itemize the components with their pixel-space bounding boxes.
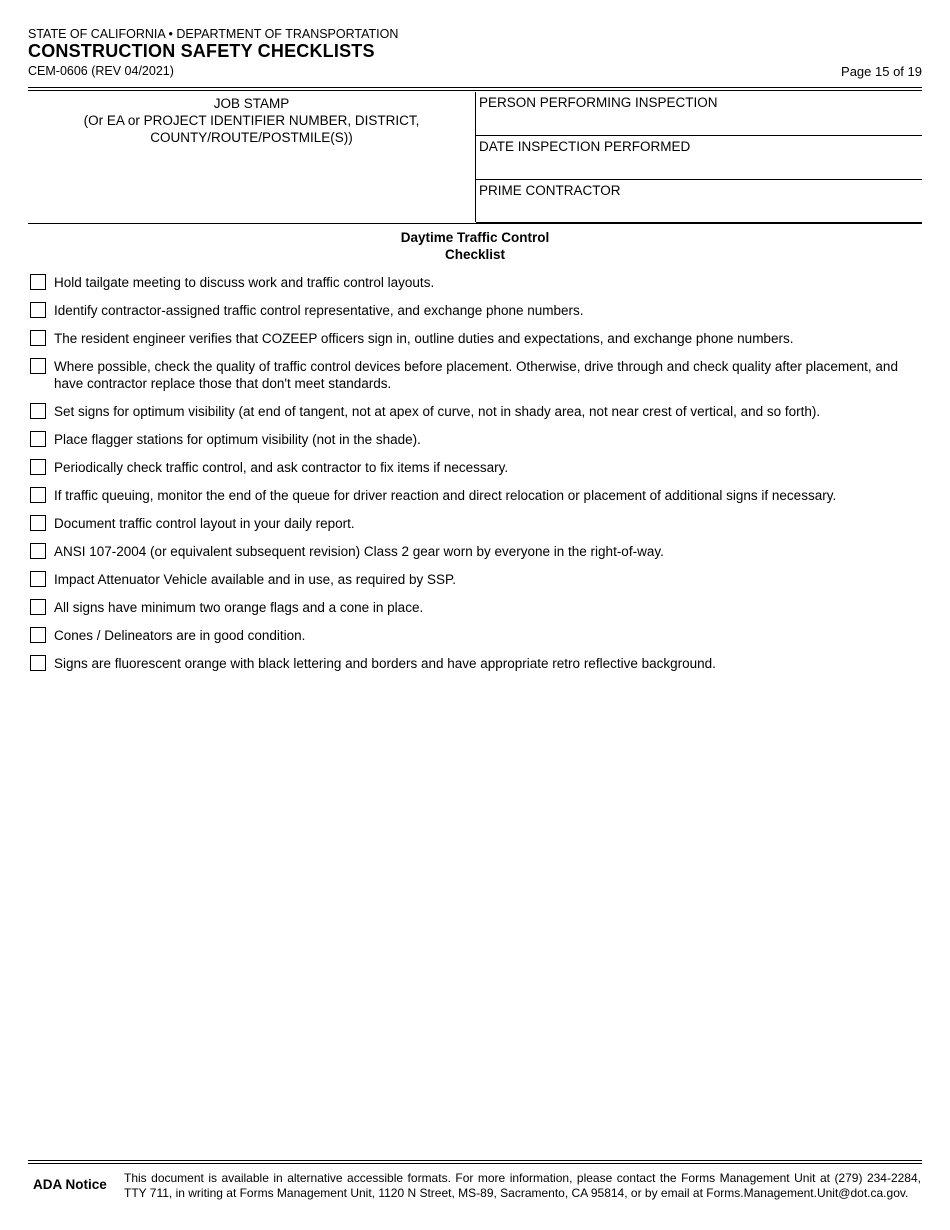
job-stamp-title: JOB STAMP <box>213 96 290 111</box>
section-title <box>0 229 950 263</box>
checkbox[interactable] <box>30 487 46 503</box>
checklist-item <box>28 274 922 291</box>
checklist-item-text: All signs have minimum two orange flags and a cone in place. <box>54 600 424 615</box>
checklist-item-text: Place flagger stations for optimum visibility (not in the shade). <box>54 432 421 447</box>
checklist-item-text: If traffic queuing, monitor the end of the queue for driver reaction and direct relocation or placement of additional signs if necessary. <box>54 488 837 503</box>
section-title-line-2: Checklist <box>444 247 506 262</box>
checkbox[interactable] <box>30 302 46 318</box>
checklist-item <box>28 599 922 616</box>
checklist-item-text: Identify contractor-assigned traffic control representative, and exchange phone numbers. <box>54 303 584 318</box>
checkbox[interactable] <box>30 655 46 671</box>
checkbox[interactable] <box>30 571 46 587</box>
checklist-item <box>28 543 922 560</box>
inspector-field-label: PERSON PERFORMING INSPECTION <box>479 95 718 110</box>
checklist-item-text: Hold tailgate meeting to discuss work and traffic control layouts. <box>54 275 435 290</box>
checklist-item <box>28 431 922 448</box>
ada-notice-label: ADA Notice <box>33 1177 107 1192</box>
checkbox[interactable] <box>30 515 46 531</box>
checklist <box>28 274 922 683</box>
checklist-item-text: Set signs for optimum visibility (at end of tangent, not at apex of curve, not in shady area, not near crest of vertical, and so forth). <box>54 404 821 419</box>
checklist-item-text: Impact Attenuator Vehicle available and in use, as required by SSP. <box>54 572 457 587</box>
checklist-item-text: Cones / Delineators are in good condition. <box>54 628 306 643</box>
footer-rule <box>28 1160 922 1161</box>
checkbox[interactable] <box>30 459 46 475</box>
checkbox[interactable] <box>30 274 46 290</box>
checkbox[interactable] <box>30 627 46 643</box>
prime-contractor-field-label: PRIME CONTRACTOR <box>479 183 621 198</box>
checkbox[interactable] <box>30 431 46 447</box>
checklist-item <box>28 627 922 644</box>
checklist-item <box>28 358 922 392</box>
agency-line: STATE OF CALIFORNIA • DEPARTMENT OF TRANSPORTATION <box>28 27 399 41</box>
header-rule <box>28 87 922 88</box>
checklist-item <box>28 330 922 347</box>
checkbox[interactable] <box>30 330 46 346</box>
footer-rule-thick <box>28 1163 922 1164</box>
checklist-item-text: ANSI 107-2004 (or equivalent subsequent revision) Class 2 gear worn by everyone in the right-of-way. <box>54 544 664 559</box>
checkbox[interactable] <box>30 358 46 374</box>
checkbox[interactable] <box>30 543 46 559</box>
checklist-item <box>28 487 922 504</box>
page-number: Page 15 of 19 <box>841 64 922 79</box>
checklist-item <box>28 459 922 476</box>
checkbox[interactable] <box>30 599 46 615</box>
header-rule-thick <box>28 90 922 91</box>
checklist-item <box>28 403 922 420</box>
checklist-item-text: Where possible, check the quality of traffic control devices before placement. Otherwise, drive through and check quality after placement, and have contractor replace those that don't meet standards. <box>54 359 898 391</box>
checklist-item <box>28 655 922 672</box>
checklist-item <box>28 571 922 588</box>
job-stamp-box[interactable] <box>28 92 476 222</box>
checkbox[interactable] <box>30 403 46 419</box>
checklist-item-text: Periodically check traffic control, and ask contractor to fix items if necessary. <box>54 460 509 475</box>
checklist-item-text: The resident engineer verifies that COZEEP officers sign in, outline duties and expectations, and exchange phone numbers. <box>54 331 794 346</box>
job-stamp-subtitle-2: COUNTY/ROUTE/POSTMILE(S)) <box>150 130 353 145</box>
section-rule <box>28 223 922 224</box>
section-title-line-1: Daytime Traffic Control <box>400 230 550 245</box>
form-title: CONSTRUCTION SAFETY CHECKLISTS <box>28 41 375 61</box>
checklist-item <box>28 515 922 532</box>
checklist-item-text: Document traffic control layout in your daily report. <box>54 516 355 531</box>
job-stamp-subtitle-1: (Or EA or PROJECT IDENTIFIER NUMBER, DISTRICT, <box>83 113 420 128</box>
inspection-date-field-label: DATE INSPECTION PERFORMED <box>479 139 691 154</box>
inspector-field[interactable] <box>476 92 922 136</box>
prime-contractor-field[interactable] <box>476 180 922 223</box>
ada-notice-text: This document is available in alternative accessible formats. For more information, please contact the Forms Management Unit at (279) 234-2284, TTY 711, in writing at Forms Management Unit, 1120 N Street, MS-89, Sacramento, CA 95814, or by email at Forms.Management.Unit@dot.ca.gov. <box>124 1171 921 1200</box>
inspection-date-field[interactable] <box>476 136 922 180</box>
form-number: CEM-0606 (REV 04/2021) <box>28 64 174 78</box>
checklist-item <box>28 302 922 319</box>
checklist-item-text: Signs are fluorescent orange with black lettering and borders and have appropriate retro reflective background. <box>54 656 716 671</box>
